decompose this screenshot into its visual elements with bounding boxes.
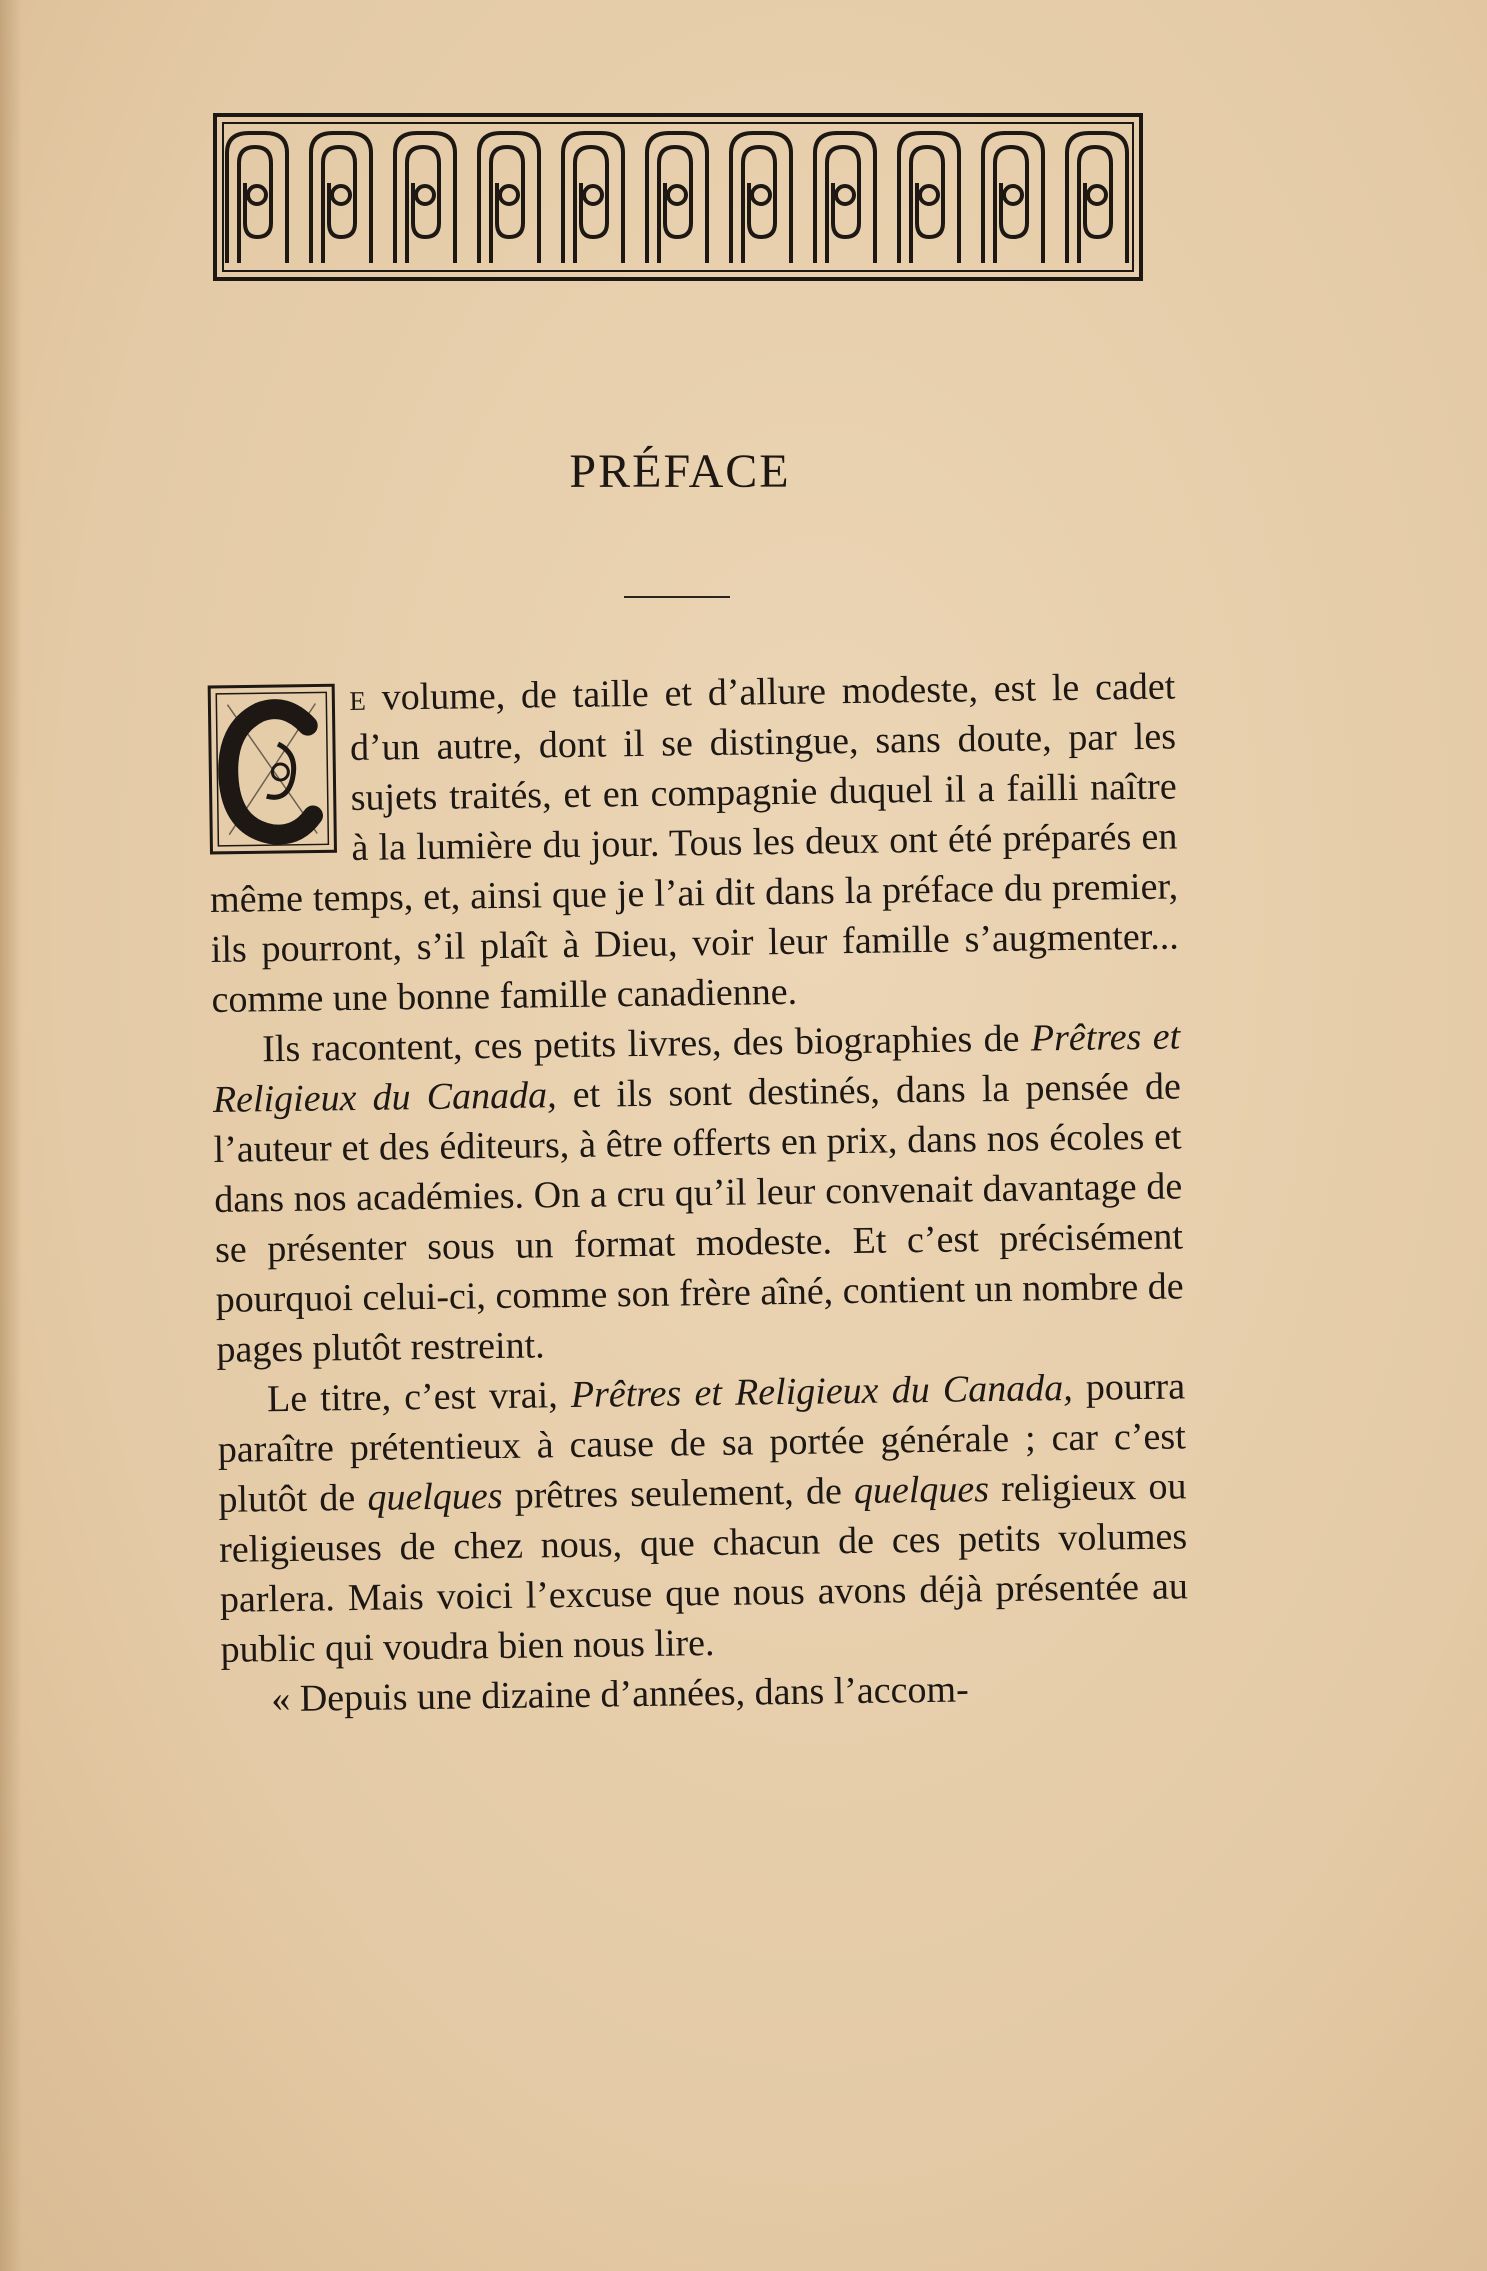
ornamental-headpiece <box>213 113 1143 281</box>
paragraph-2-after: et ils sont destinés, dans la pensée de l’auteur et des éditeurs, à être offerts en prix, dans nos écoles et dans nos académies. On a cru qu’il leur convenait davantage de se présenter sous un format modeste. Et c’est précisément pourquoi celui-ci, comme son frère aîné, contient un nombre de pages plutôt restreint. <box>213 1065 1184 1371</box>
paragraph-3-part3: prêtres seulement, de <box>502 1470 855 1517</box>
paragraph-3-italic1: Prêtres et Religieux du Canada, <box>570 1366 1073 1416</box>
paragraph-3-part1: Le titre, c’est vrai, <box>266 1373 572 1421</box>
paragraph-2-before: Ils racontent, ces petits livres, des biographies de <box>261 1017 1032 1071</box>
preface-body <box>207 661 1190 1724</box>
paragraph-3-italic3: quelques <box>853 1468 990 1513</box>
paragraph-3-part4: religieux ou religieuses de chez nous, que chacun de ces petits volumes parlera. Mais voici l’excuse que nous avons déjà présentée au public qui voudra bien nous lire. <box>218 1465 1189 1671</box>
paragraph-4-text: « Depuis une dizaine d’années, dans l’accom- <box>271 1668 969 1721</box>
title-divider <box>624 596 730 598</box>
initial-word-rest: e <box>349 676 367 720</box>
page-title: PRÉFACE <box>569 445 791 498</box>
svg-text:C: C <box>272 802 274 804</box>
paragraph-2 <box>212 1011 1185 1374</box>
decorated-initial-c <box>207 683 337 855</box>
paragraph-1-text: volume, de taille et d’allure modeste, est le cadet d’un autre, dont il se distingue, sans doute, par les sujets traités, et en compagnie duquel il a failli naître à la lumière du jour. Tous les deux ont été préparés en même temps, et, ainsi que je l’ai dit dans la préface du premier, ils pourront, s’il plaît à Dieu, voir leur famille s’augmenter... comme une bonne famille canadienne. <box>209 665 1180 1021</box>
paragraph-3 <box>217 1361 1189 1674</box>
paragraph-3-italic2: quelques <box>367 1474 503 1519</box>
paragraph-3-part2: pourra paraître prétentieux à cause de sa portée générale ; car c’est plutôt de <box>217 1365 1187 1521</box>
paragraph-1 <box>207 661 1180 1024</box>
page-binding-edge <box>0 0 22 2271</box>
paragraph-2-italic: Prêtres et Religieux du Canada, <box>212 1015 1181 1121</box>
